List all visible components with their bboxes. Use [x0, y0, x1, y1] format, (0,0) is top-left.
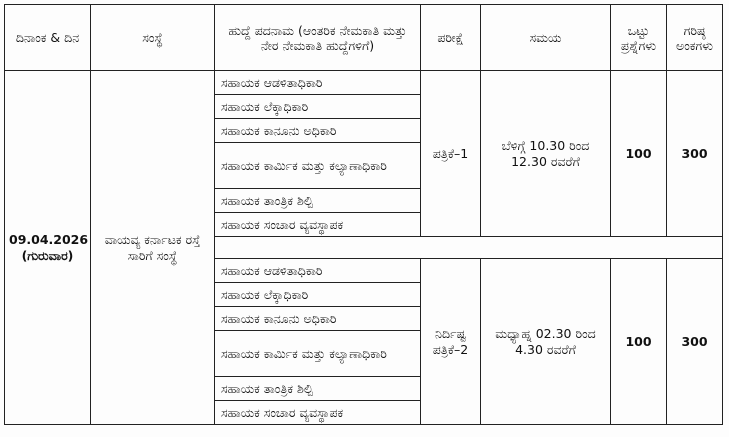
post-name: ಸಹಾಯಕ ಕಾರ್ಮಿಕ ಮತ್ತು ಕಲ್ಯಾಣಾಧಿಕಾರಿ	[215, 331, 421, 377]
post-name: ಸಹಾಯಕ ಸಂಚಾರ ವ್ಯವಸ್ಥಾಪಕ	[215, 213, 421, 237]
total-questions: 100	[611, 259, 667, 425]
max-marks: 300	[667, 259, 723, 425]
max-marks: 300	[667, 71, 723, 237]
separator-cell	[215, 237, 723, 259]
table-row	[5, 71, 723, 95]
post-name: ಸಹಾಯಕ ಕಾನೂನು ಅಧಿಕಾರಿ	[215, 307, 421, 331]
post-name: ಸಹಾಯಕ ತಾಂತ್ರಿಕ ಶಿಲ್ಪಿ	[215, 377, 421, 401]
exam-date: 09.04.2026 (ಗುರುವಾರ)	[5, 71, 91, 425]
header-total-questions: ಒಟ್ಟು ಪ್ರಶ್ನೆಗಳು	[611, 5, 667, 71]
post-name: ಸಹಾಯಕ ಆಡಳಿತಾಧಿಕಾರಿ	[215, 71, 421, 95]
organization-name: ವಾಯವ್ಯ ಕರ್ನಾಟಕ ರಸ್ತೆ ಸಾರಿಗೆ ಸಂಸ್ಥೆ	[91, 71, 215, 425]
header-post-name: ಹುದ್ದೆ ಪದನಾಮ (ಆಂತರಿಕ ನೇಮಕಾತಿ ಮತ್ತು ನೇರ ನೇಮಕಾತಿ ಹುದ್ದೆಗಳಿಗೆ)	[215, 5, 421, 71]
header-organization: ಸಂಸ್ಥೆ	[91, 5, 215, 71]
header-max-marks: ಗರಿಷ್ಠ ಅಂಕಗಳು	[667, 5, 723, 71]
header-row	[5, 5, 723, 71]
post-name: ಸಹಾಯಕ ಲೆಕ್ಕಾಧಿಕಾರಿ	[215, 95, 421, 119]
post-name: ಸಹಾಯಕ ಕಾರ್ಮಿಕ ಮತ್ತು ಕಲ್ಯಾಣಾಧಿಕಾರಿ	[215, 143, 421, 189]
post-name: ಸಹಾಯಕ ಕಾನೂನು ಅಧಿಕಾರಿ	[215, 119, 421, 143]
exam-schedule-table	[4, 4, 723, 425]
exam-time: ಬೆಳಿಗ್ಗೆ 10.30 ರಿಂದ 12.30 ರವರೆಗೆ	[481, 71, 611, 237]
total-questions: 100	[611, 71, 667, 237]
exam-paper: ಪತ್ರಿಕೆ–1	[421, 71, 481, 237]
post-name: ಸಹಾಯಕ ಲೆಕ್ಕಾಧಿಕಾರಿ	[215, 283, 421, 307]
post-name: ಸಹಾಯಕ ಸಂಚಾರ ವ್ಯವಸ್ಥಾಪಕ	[215, 401, 421, 425]
header-date-day: ದಿನಾಂಕ & ದಿನ	[5, 5, 91, 71]
exam-time: ಮಧ್ಯಾಹ್ನ 02.30 ರಿಂದ 4.30 ರವರೆಗೆ	[481, 259, 611, 425]
post-name: ಸಹಾಯಕ ತಾಂತ್ರಿಕ ಶಿಲ್ಪಿ	[215, 189, 421, 213]
post-name: ಸಹಾಯಕ ಆಡಳಿತಾಧಿಕಾರಿ	[215, 259, 421, 283]
exam-paper: ನಿರ್ದಿಷ್ಟ ಪತ್ರಿಕೆ–2	[421, 259, 481, 425]
header-time: ಸಮಯ	[481, 5, 611, 71]
header-exam: ಪರೀಕ್ಷೆ	[421, 5, 481, 71]
